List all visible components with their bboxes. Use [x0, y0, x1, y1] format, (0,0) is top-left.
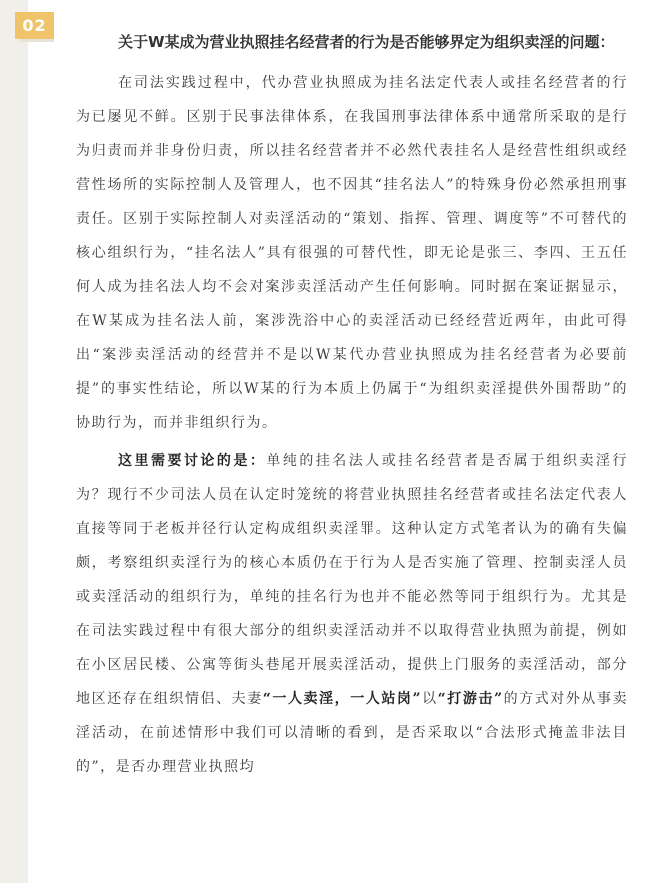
paragraph-2-bold-2: “打游击”: [437, 691, 504, 707]
article-body: [76, 24, 628, 788]
paragraph-2-text-b: 以: [422, 691, 438, 707]
paragraph-1: 在司法实践过程中，代办营业执照成为挂名法定代表人或挂名经营者的行为已屡见不鲜。区别于民事法律体系，在我国刑事法律体系中通常所采取的是行为归责而并非身份归责，所以挂名经营者并不必然代表挂名人是经营性组织或经营性场所的实际控制人及管理人，也不因其“挂名法人”的特殊身份必然承担刑事责任。区别于实际控制人对卖淫活动的“策划、指挥、管理、调度等”不可替代的核心组织行为，“挂名法人”具有很强的可替代性，即无论是张三、李四、王五任何人成为挂名法人均不会对案涉卖淫活动产生任何影响。同时据在案证据显示，在W某成为挂名法人前，案涉洗浴中心的卖淫活动已经经营近两年，由此可得出“案涉卖淫活动的经营并不是以W某代办营业执照成为挂名经营者为必要前提”的事实性结论，所以W某的行为本质上仍属于“为组织卖淫提供外围帮助”的协助行为，而并非组织行为。: [76, 75, 628, 431]
paragraph-2-text-c: 的方式对外从事卖淫活动，在前述情形中我们可以清晰的看到，是否采取以“合法形式掩盖非法目的”，是否办理营业执照均: [76, 691, 629, 775]
paragraph-2-lead: 这里需要讨论的是：: [118, 453, 267, 469]
paragraph-2-bold-1: “一人卖淫，一人站岗”: [262, 691, 423, 707]
paragraph-2: [76, 444, 628, 784]
badge-shadow: [20, 39, 54, 42]
section-heading: 关于W某成为营业执照挂名经营者的行为是否能够界定为组织卖淫的问题：: [118, 33, 615, 51]
left-sidebar-strip: [0, 0, 28, 883]
section-number-badge: 02: [15, 12, 54, 39]
paragraph-2-text-a: 单纯的挂名法人或挂名经营者是否属于组织卖淫行为？现行不少司法人员在认定时笼统的将营业执照挂名经营者或挂名法定代表人直接等同于老板并径行认定构成组织卖淫罪。这种认定方式笔者认为的确有失偏颇，考察组织卖淫行为的核心本质仍在于行为人是否实施了管理、控制卖淫人员或卖淫活动的组织行为，单纯的挂名行为也并不能必然等同于组织行为。尤其是在司法实践过程中有很大部分的组织卖淫活动并不以取得营业执照为前提，例如在小区居民楼、公寓等街头巷尾开展卖淫活动，提供上门服务的卖淫活动，部分地区还存在组织情侣、夫妻: [76, 453, 629, 707]
